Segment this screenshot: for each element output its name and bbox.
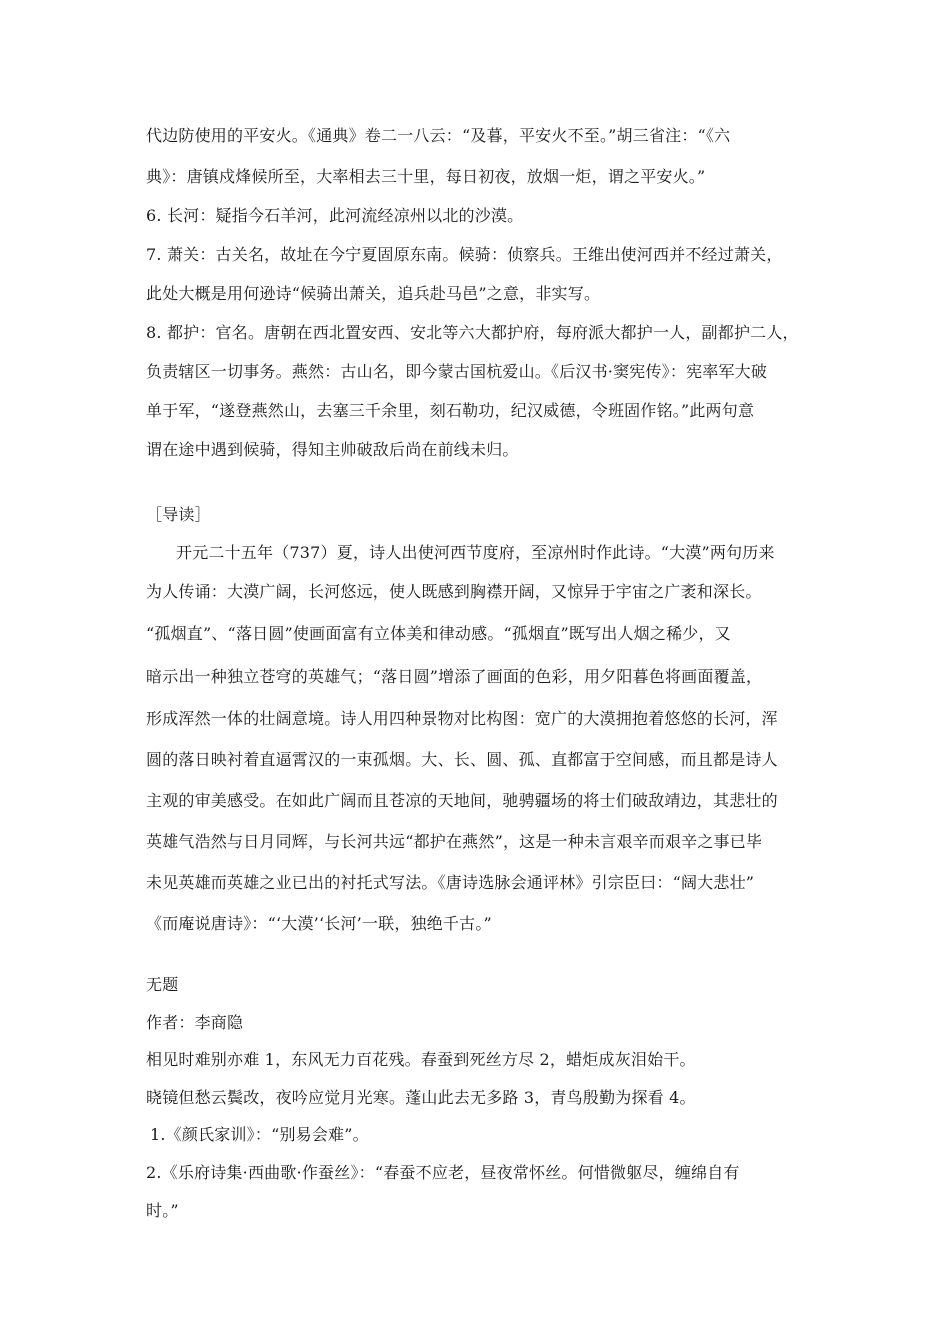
note-6: 6. 长河：疑指今石羊河，此河流经凉州以北的沙漠。 [146,206,524,225]
note5-continued-line-2: 典》：唐镇戍烽候所至，大率相去三十里，每日初夜，放烟一炬，谓之平安火。” [146,167,706,186]
guide-paragraph-line: “孤烟直”、“落日圆”使画面富有立体美和律动感。“孤烟直”既写出人烟之稀少，又 [146,624,731,643]
guide-paragraph-line: 暗示出一种独立苍穹的英雄气；“落日圆”增添了画面的色彩，用夕阳暮色将画面覆盖， [146,667,763,686]
note-7-line-1: 7. 萧关：古关名，故址在今宁夏固原东南。候骑：侦察兵。王维出使河西并不经过萧关， [146,245,783,264]
poem-note-2-line-1: 2.《乐府诗集·西曲歌·作蚕丝》：“春蚕不应老，昼夜常怀丝。何惜微躯尽，缠绵自有 [146,1163,740,1182]
guide-paragraph-line: 圆的落日映衬着直逼霄汉的一束孤烟。大、长、圆、孤、直都富于空间感，而且都是诗人 [146,750,778,769]
guide-paragraph-line: 《而庵说唐诗》：“‘大漠’‘长河’一联，独绝千古。” [146,914,492,933]
poem-title: 无题 [146,975,179,994]
note-8-line-3: 单于军，“遂登燕然山，去塞三千余里，刻石勒功，纪汉威德，令班固作铭。”此两句意 [146,401,755,420]
guide-paragraph-line: 为人传诵：大漠广阔，长河悠远，使人既感到胸襟开阔，又惊异于宇宙之广袤和深长。 [146,582,762,601]
guide-paragraph-line: 开元二十五年（737）夏，诗人出使河西节度府，至凉州时作此诗。“大漠”两句历来 [176,543,775,562]
guide-heading: ［导读］ [146,505,211,524]
note-8-line-1: 8. 都护：官名。唐朝在西北置安西、安北等六大都护府，每府派大都护一人，副都护二人， [146,323,799,342]
poem-author: 作者：李商隐 [146,1013,244,1032]
guide-paragraph-line: 英雄气浩然与日月同辉，与长河共远“都护在燕然”，这是一种未言艰辛而艰辛之事已毕 [146,832,763,851]
note-8-line-2: 负责辖区一切事务。燕然：古山名，即今蒙古国杭爱山。《后汉书·窦宪传》：宪率军大破 [146,362,768,381]
note-7-line-2: 此处大概是用何逊诗“候骑出萧关，追兵赴马邑”之意，非实写。 [146,284,601,303]
note-8-line-4: 谓在途中遇到候骑，得知主帅破敌后尚在前线未归。 [146,440,519,459]
poem-note-2-line-2: 时。” [146,1201,179,1220]
guide-paragraph-line: 形成浑然一体的壮阔意境。诗人用四种景物对比构图：宽广的大漠拥抱着悠悠的长河，浑 [146,709,778,728]
poem-line-1: 相见时难别亦难 1，东风无力百花残。春蚕到死丝方尽 2，蜡炬成灰泪始干。 [146,1050,696,1069]
note5-continued-line-1: 代边防使用的平安火。《通典》卷二一八云：“及暮，平安火不至。”胡三省注：“《六 [146,126,731,145]
guide-paragraph-line: 主观的审美感受。在如此广阔而且苍凉的天地间，驰骋疆场的将士们破敌靖边，其悲壮的 [146,791,778,810]
guide-paragraph-line: 未见英雄而英雄之业已出的衬托式写法。《唐诗选脉会通评林》引宗臣曰：“阔大悲壮” [146,873,755,892]
poem-note-1: 1.《颜氏家训》：“别易会难”。 [150,1125,369,1144]
poem-line-2: 晓镜但愁云鬓改，夜吟应觉月光寒。蓬山此去无多路 3，青鸟殷勤为探看 4。 [146,1088,696,1107]
